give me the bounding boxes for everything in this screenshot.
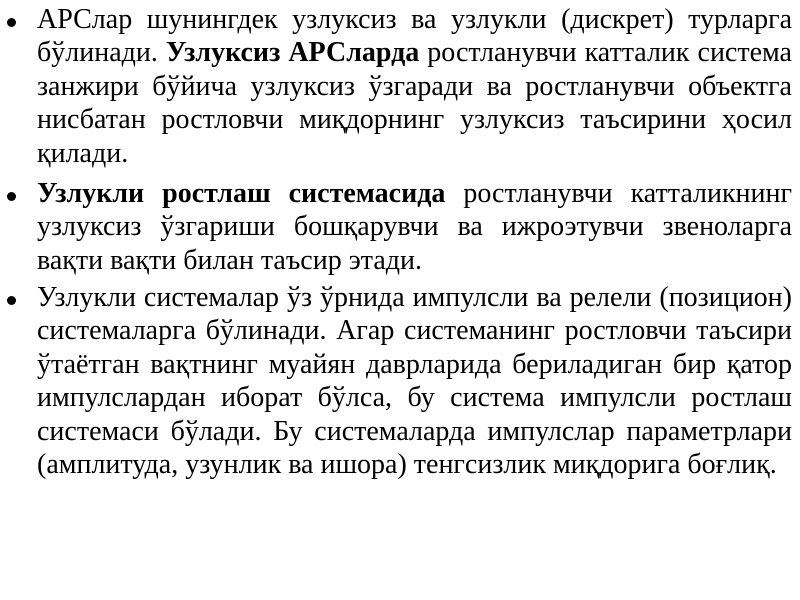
bullet-text-part: АРСлар шунингдек узлуксиз ва узлукли (дискрет) турларга бўлинади. (37, 4, 792, 69)
bullet-text (37, 3, 792, 170)
bullet-text (37, 281, 792, 481)
bullet-text-part: ростланувчи катталик система занжири бўйича узлуксиз ўзгаради ва ростланувчи объектга нисбатан ростловчи миқдорнинг узлуксиз таъсирини ҳосил қилади. (37, 37, 792, 169)
bullet-bold-term: Узлуксиз АРСларда (165, 37, 420, 69)
bullet-bold-term: Узлукли ростлаш системасида (37, 178, 446, 209)
bullet-dot-icon (7, 18, 16, 27)
bullet-dot-icon (7, 192, 16, 201)
bullet-text-part: ростланувчи катталикнинг узлуксиз ўзгариши бошқарувчи ва ижроэтувчи звеноларга вақти вақти билан таъсир этади. (37, 178, 792, 276)
bullet-dot-icon (7, 296, 16, 305)
bullet-text (37, 177, 792, 277)
bullet-text-part: Узлукли системалар ўз ўрнида импулсли ва релели (позицион) системаларга бўлинади. Агар системанинг ростловчи таъсири ўтаётган вақтнинг муайян даврларида бериладиган бир қатор импулслардан иборат бўлса, бу система импулсли ростлаш системаси бўлади. Бу системаларда импулслар параметрлари (амплитуда, узунлик ва ишора) тенгсизлик миқдорига боғлиқ. (37, 282, 792, 481)
